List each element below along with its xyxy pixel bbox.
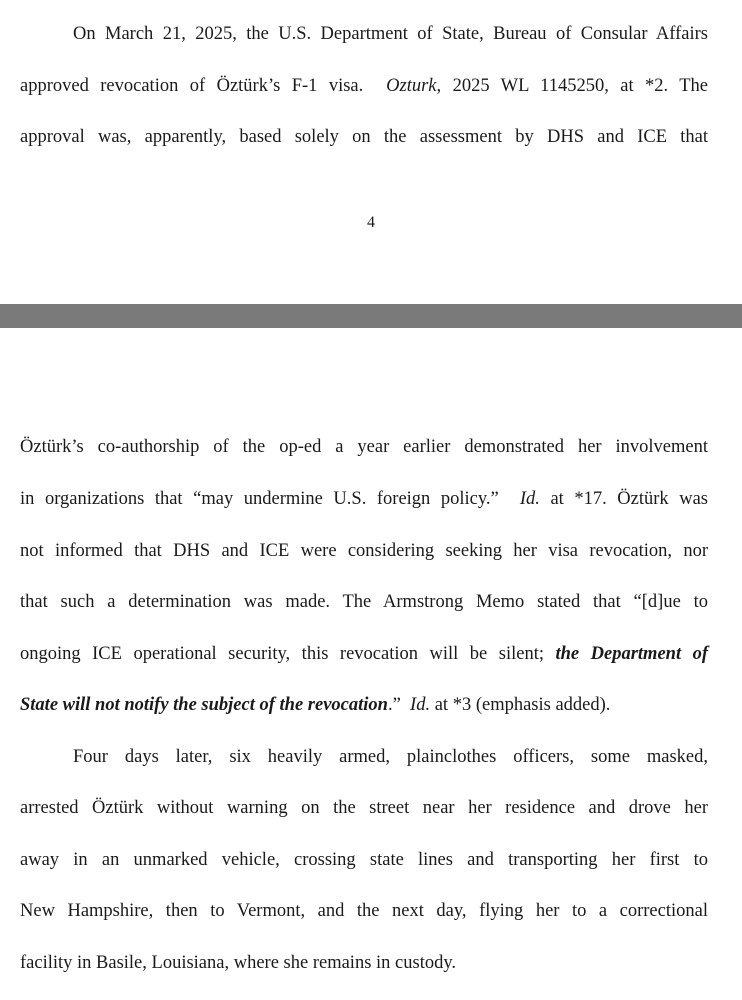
text-line: arrested Öztürk without warning on the street near her residence and drove her bbox=[20, 798, 708, 818]
text-line: away in an unmarked vehicle, crossing state lines and transporting her first to bbox=[20, 850, 708, 870]
emphasis-text: the Department of bbox=[555, 644, 709, 664]
text-line: State will not notify the subject of the revocation.” Id. at *3 (emphasis added). bbox=[20, 695, 611, 715]
case-citation: Ozturk bbox=[386, 76, 437, 96]
text-line: approval was, apparently, based solely on the assessment by DHS and ICE that bbox=[20, 127, 708, 147]
text-line: New Hampshire, then to Vermont, and the next day, flying her to a correctional bbox=[20, 901, 708, 921]
text-line: in organizations that “may undermine U.S. foreign policy.” Id. at *17. Öztürk was bbox=[20, 489, 709, 509]
text-line: approved revocation of Öztürk’s F-1 visa. Ozturk, 2025 WL 1145250, at *2. The bbox=[20, 76, 709, 96]
text-line: not informed that DHS and ICE were considering seeking her visa revocation, nor bbox=[20, 541, 708, 561]
text-line: On March 21, 2025, the U.S. Department of State, Bureau of Consular Affairs bbox=[73, 24, 708, 44]
page-separator bbox=[0, 304, 742, 328]
citation-id: Id. bbox=[519, 489, 540, 509]
emphasis-text: State will not notify the subject of the revocation bbox=[20, 695, 388, 715]
document-page-5 bbox=[0, 328, 742, 1000]
text-line: ongoing ICE operational security, this revocation will be silent; the Department of bbox=[20, 644, 709, 664]
text-line: Öztürk’s co-authorship of the op-ed a year earlier demonstrated her involvement bbox=[20, 437, 708, 457]
document-page-4 bbox=[0, 0, 742, 304]
text-line: that such a determination was made. The Armstrong Memo stated that “[d]ue to bbox=[20, 592, 708, 612]
citation-id: Id. bbox=[410, 695, 431, 715]
text-line: Four days later, six heavily armed, plainclothes officers, some masked, bbox=[73, 747, 708, 767]
page-number: 4 bbox=[367, 214, 375, 231]
text-line: facility in Basile, Louisiana, where she remains in custody. bbox=[20, 953, 457, 973]
